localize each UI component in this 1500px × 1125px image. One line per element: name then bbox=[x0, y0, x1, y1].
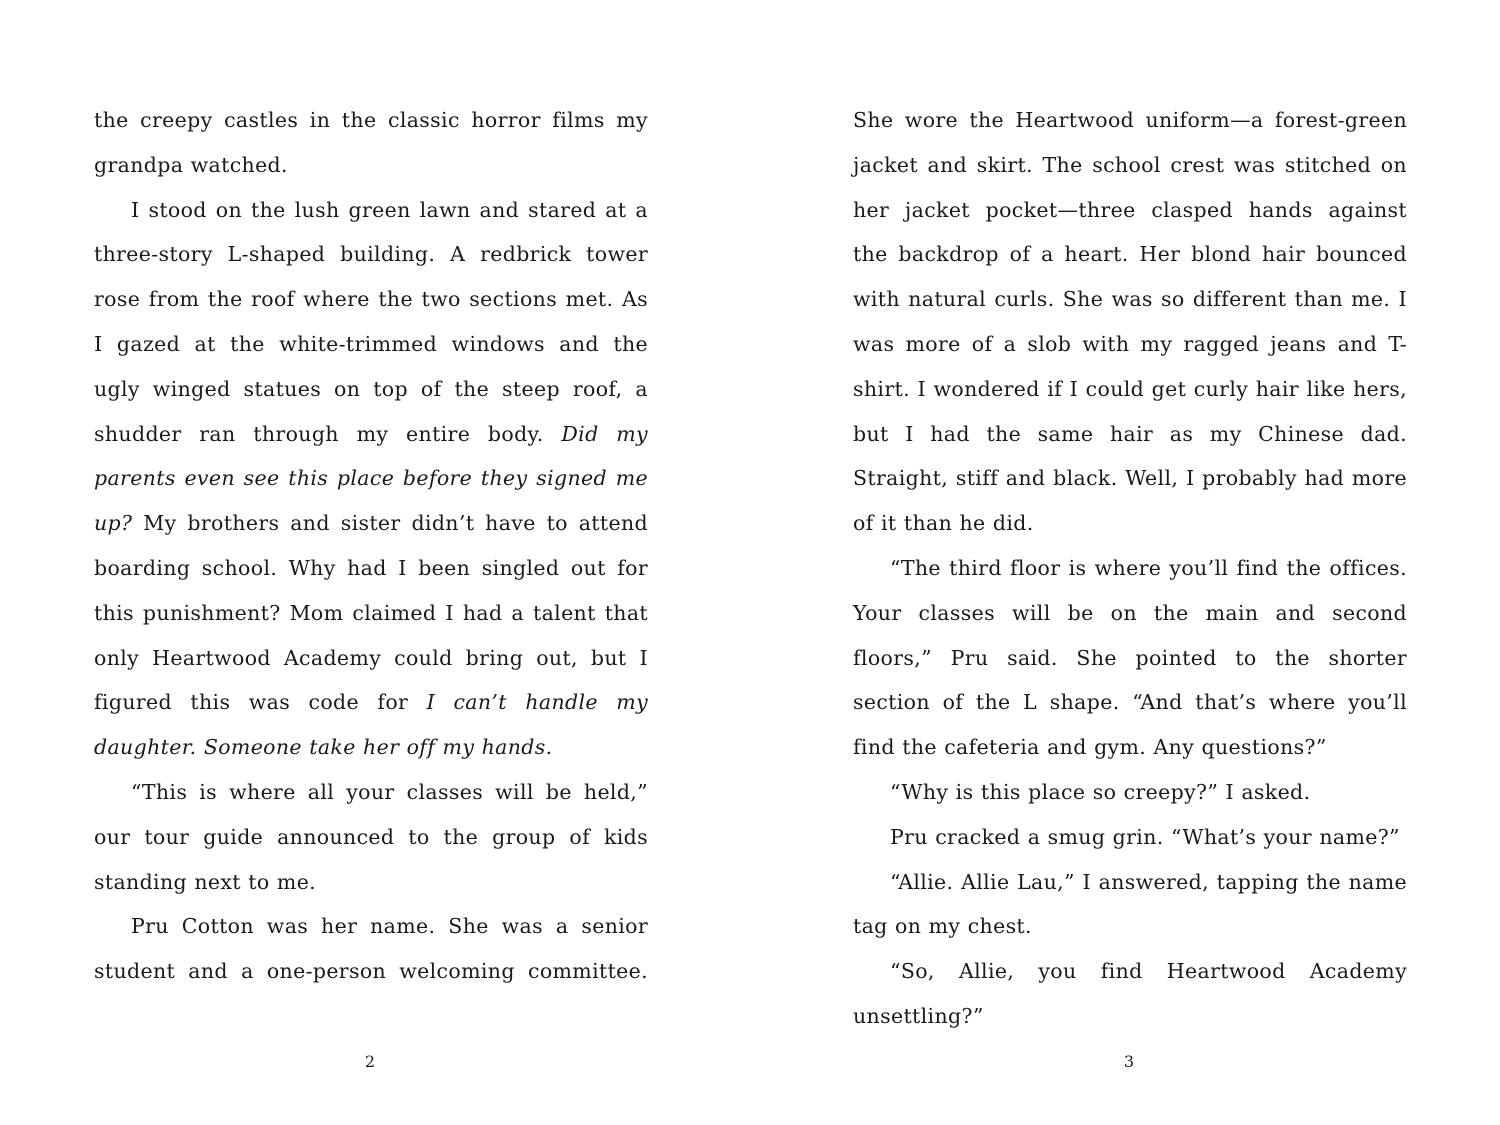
text-segment: “So, Allie, you find Heartwood Academy unsettling?” bbox=[853, 959, 1407, 1028]
italic-thought: Did my parents even see this place before they signed me up? bbox=[94, 421, 648, 536]
paragraph bbox=[853, 949, 1407, 1039]
text-segment: “Allie. Allie Lau,” I answered, tapping the name tag on my chest. bbox=[853, 869, 1407, 939]
text-segment: “Why is this place so creepy?” I asked. bbox=[890, 779, 1311, 804]
text-segment: My brothers and sister didn’t have to attend boarding school. Why had I been singled out for this punishment? Mom claimed I had a talent that only Heartwood Academy could bring out, but I figured this was code for bbox=[94, 511, 648, 715]
paragraph bbox=[853, 815, 1407, 860]
paragraph bbox=[853, 770, 1407, 815]
paragraph bbox=[853, 860, 1407, 950]
left-page-text bbox=[94, 98, 648, 994]
text-segment: “The third floor is where you’ll find the offices. Your classes will be on the main and second floors,” Pru said. She pointed to the shorter section of the L shape. “And that’s where you’ll find the cafeteria and gym. Any questions?” bbox=[853, 555, 1407, 760]
right-page-text bbox=[853, 98, 1407, 1039]
text-segment: the creepy castles in the classic horror films my grandpa watched. bbox=[94, 108, 648, 177]
text-segment: Pru cracked a smug grin. “What’s your name?” bbox=[890, 824, 1400, 849]
page-number-left: 2 bbox=[364, 1052, 376, 1071]
text-segment: She wore the Heartwood uniform—a forest-green jacket and skirt. The school crest was stitched on her jacket pocket—three clasped hands against the backdrop of a heart. Her blond hair bounced with natural curls. She was so different than me. I was more of a slob with my ragged jeans and T-shirt. I wondered if I could get curly hair like hers, but I had the same hair as my Chinese dad. Straight, stiff and black. Well, I probably had more of it than he did. bbox=[853, 108, 1407, 536]
paragraph bbox=[94, 770, 648, 904]
paragraph bbox=[94, 188, 648, 770]
italic-thought: I can’t handle my daughter. Someone take her off my hands. bbox=[94, 690, 648, 760]
text-segment: I stood on the lush green lawn and stared at a three-story L-shaped building. A redbrick tower rose from the roof where the two sections met. As I gazed at the white-trimmed windows and the ugly winged statues on top of the steep roof, a shudder ran through my entire body. bbox=[94, 197, 648, 446]
paragraph bbox=[94, 98, 648, 188]
paragraph bbox=[94, 904, 648, 994]
text-segment: “This is where all your classes will be held,” our tour guide announced to the group of kids standing next to me. bbox=[94, 779, 648, 894]
text-segment: Pru Cotton was her name. She was a senior student and a one-person welcoming committee. bbox=[94, 914, 648, 984]
paragraph bbox=[853, 546, 1407, 770]
paragraph bbox=[853, 98, 1407, 546]
page-number-right: 3 bbox=[1123, 1052, 1135, 1071]
